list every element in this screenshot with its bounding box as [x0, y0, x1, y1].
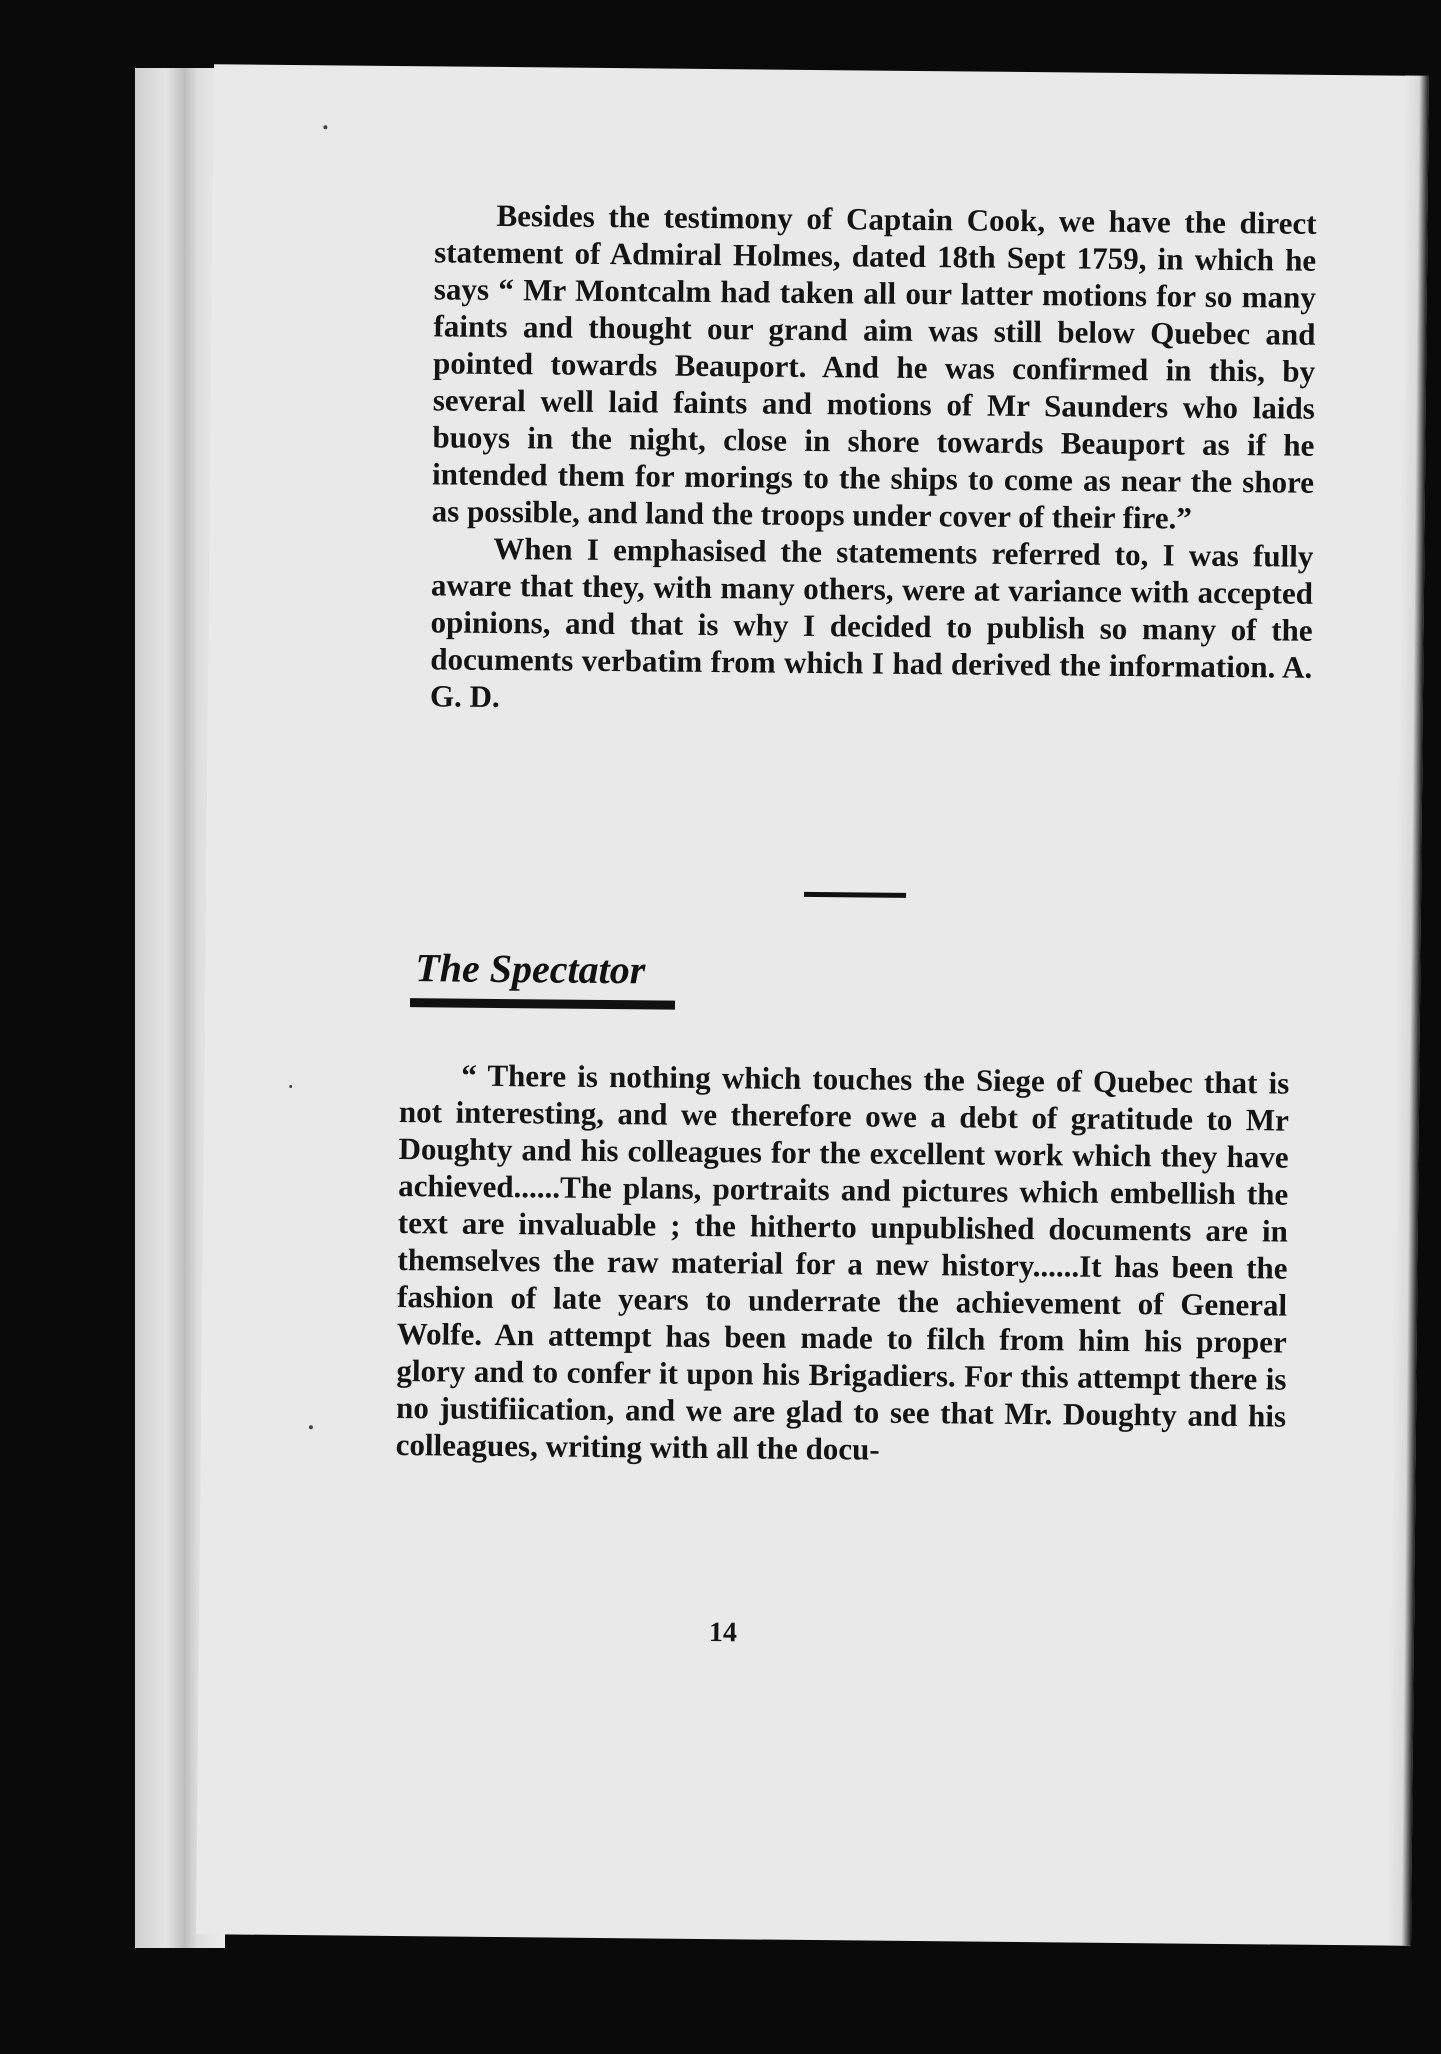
- section-title: The Spectator: [415, 945, 646, 993]
- section-divider: [804, 892, 906, 898]
- body-text-top: [430, 196, 1317, 722]
- dust-speck: [323, 125, 327, 129]
- dust-speck: [289, 1085, 292, 1088]
- page-number: 14: [708, 1617, 738, 1649]
- binding-shadow: [1387, 76, 1429, 1946]
- title-underline: [410, 998, 675, 1010]
- paragraph-statements: When I emphasised the statements referred to, I was fully aware that they, with many others, were at variance with accepted opinions, and that is why I decided to publish so many of the documents verbatim from which I had derived the information. A. G. D.: [429, 530, 1314, 714]
- body-text-bottom: [396, 1056, 1290, 1472]
- paragraph-spectator-quote: “ There is nothing which touches the Siege of Quebec that is not interesting, and we therefore owe a debt of gratitude to Mr Doughty and his colleagues for the excellent work which they have achieved......The plans, portraits and pictures which embellish the text are invaluable ; the hitherto unpublished documents are in themselves the raw material for a new history......It has been the fashion of late years to underrate the achievement of General Wolfe. An attempt has been made to filch from him his proper glory and to confer it upon his Brigadiers. For this attempt there is no justifiication, and we are glad to see that Mr. Doughty and his colleagues, writing with all the docu-: [395, 1057, 1290, 1467]
- dust-speck: [309, 1425, 313, 1429]
- paragraph-cook-holmes: Besides the testimony of Captain Cook, we have the direct statement of Admiral Holmes, dated 18th Sept 1759, in which he says “ Mr Montcalm had taken all our latter motions for so many faints and thought our grand aim was still below Quebec and pointed towards Beauport. And he was confirmed in this, by several well laid faints and motions of Mr Saunders who laids buoys in the night, close in shore towards Beauport as if he intended them for morings to the ships to come as near the shore as possible, and land the troops under cover of their fire.”: [431, 197, 1317, 536]
- book-page: [196, 64, 1429, 1946]
